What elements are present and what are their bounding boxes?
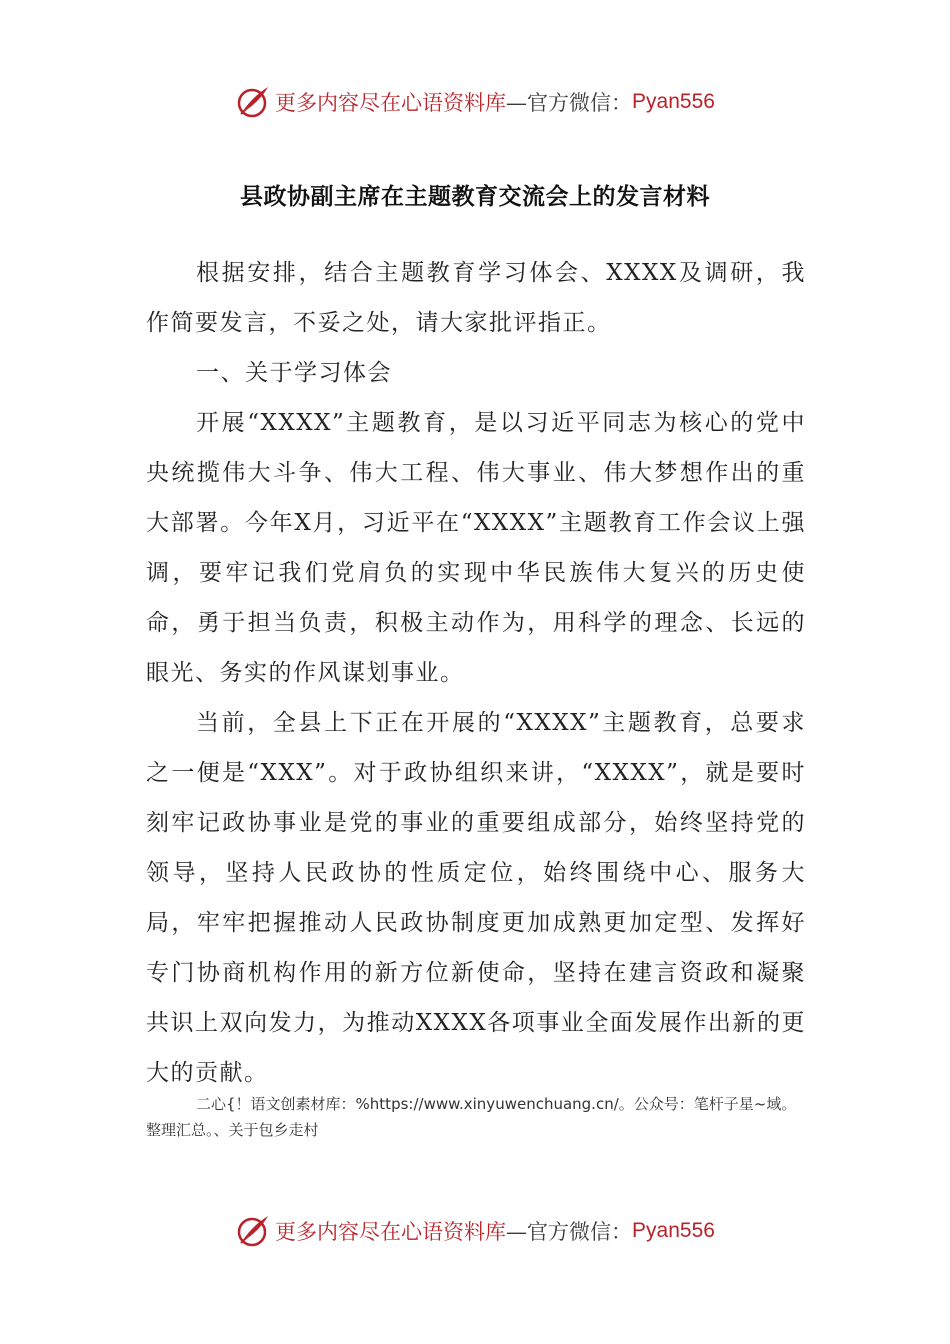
quill-logo-icon	[235, 84, 271, 120]
paragraph-theme-education: 开展“XXXX”主题教育，是以习近平同志为核心的党中央统揽伟大斗争、伟大工程、伟大事业、伟大梦想作出的重大部署。今年X月，习近平在“XXXX”主题教育工作会议上强调，要牢记我们党肩负的实现中华民族伟大复兴的历史使命，勇于担当负责，积极主动作为，用科学的理念、长远的眼光、务实的作风谋划事业。	[146, 410, 806, 686]
watermark-tail-text: —官方微信：	[506, 1220, 633, 1244]
watermark-main-text: 更多内容尽在心语资料库	[275, 1220, 507, 1244]
paragraph-intro: 根据安排，结合主题教育学习体会、XXXX及调研，我作简要发言，不妥之处，请大家批评指正。	[146, 260, 806, 336]
watermark-header	[0, 82, 950, 122]
document-title: 县政协副主席在主题教育交流会上的发言材料	[240, 183, 710, 210]
watermark-wechat-id: Pyan556	[632, 1219, 715, 1242]
section-heading: 一、关于学习体会	[196, 360, 392, 386]
paragraph-current-task: 当前，全县上下正在开展的“XXXX”主题教育，总要求之一便是“XXX”。对于政协组织来讲，“XXXX”，就是要时刻牢记政协事业是党的事业的重要组成部分，始终坚持党的领导，坚持人民政协的性质定位，始终围绕中心、服务大局，牢牢把握推动人民政协制度更加成熟更加定型、发挥好专门协商机构作用的新方位新使命，坚持在建言资政和凝聚共识上双向发力，为推动XXXX各项事业全面发展作出新的更大的贡献。	[146, 710, 806, 1086]
watermark-main-text: 更多内容尽在心语资料库	[275, 91, 507, 115]
watermark-wechat-id: Pyan556	[632, 90, 715, 113]
document-body	[146, 248, 806, 1098]
watermark-tail-text: —官方微信：	[506, 91, 633, 115]
quill-logo-icon	[235, 1213, 271, 1249]
watermark-footer	[0, 1211, 950, 1251]
source-footnote: 二心{！语文创素材库：%https://www.xinyuwenchuang.cn/。公众号：笔杆子星~域。整理汇总。、关于包乡走村	[146, 1095, 797, 1139]
